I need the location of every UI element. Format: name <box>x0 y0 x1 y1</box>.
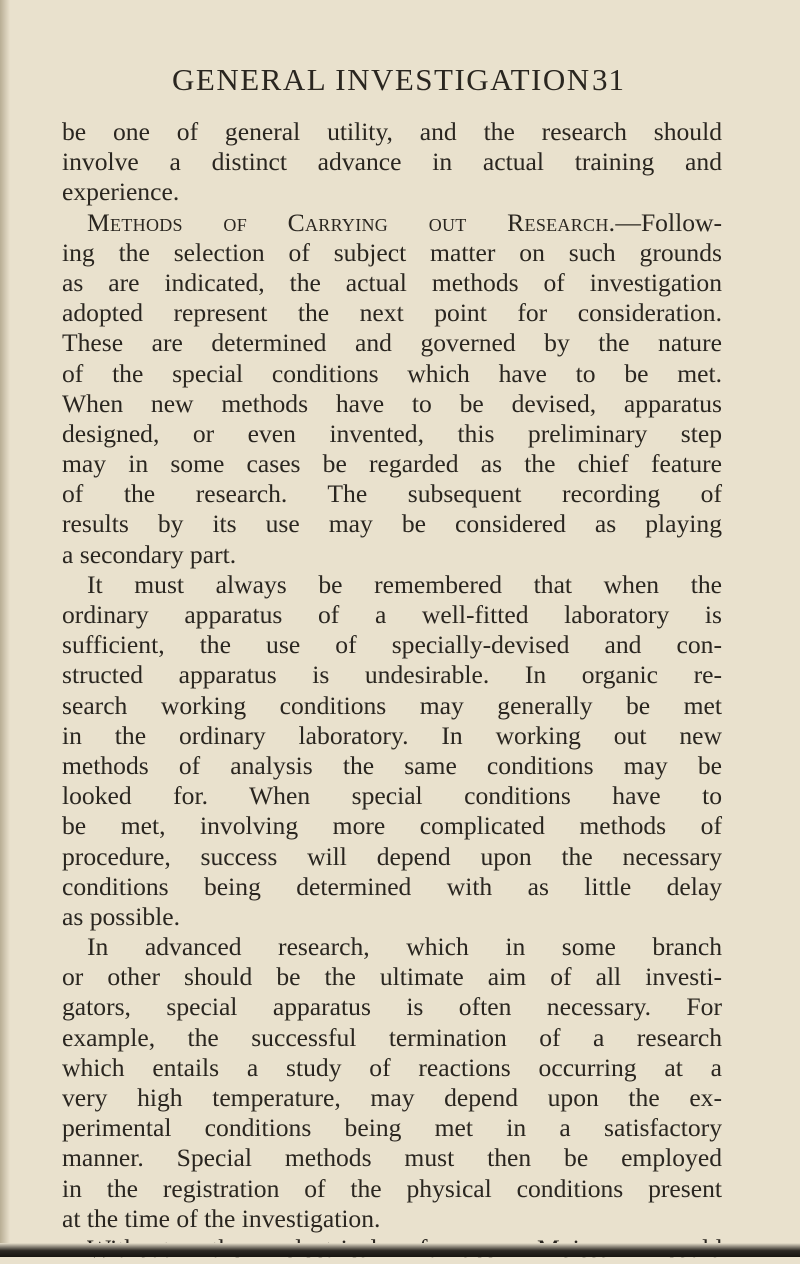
page-bottom-edge <box>0 1243 800 1257</box>
line-text: may in some cases be regarded as the chief feature <box>62 449 722 479</box>
text-line <box>62 1143 722 1173</box>
text-line <box>62 1174 722 1204</box>
line-text: as possible. <box>62 901 181 931</box>
line-text: —Follow- <box>615 207 722 237</box>
text-line <box>62 872 722 902</box>
running-title: GENERAL INVESTIGATION <box>172 62 591 97</box>
line-text: a secondary part. <box>62 539 237 569</box>
section-heading: Methods of Carrying out Research. <box>87 207 616 237</box>
text-line <box>62 208 722 238</box>
line-text: looked for. When special conditions have to <box>62 781 722 811</box>
page-number: 31 <box>592 62 625 97</box>
line-text: which entails a study of reactions occurring at a <box>62 1052 722 1082</box>
text-line <box>62 902 722 932</box>
line-text: involve a distinct advance in actual training and <box>62 147 722 177</box>
text-line <box>62 962 722 992</box>
line-text: in the registration of the physical conditions present <box>62 1173 722 1203</box>
text-line <box>62 811 722 841</box>
text-line <box>62 419 722 449</box>
text-line <box>62 751 722 781</box>
text-line <box>62 540 722 570</box>
text-line <box>62 660 722 690</box>
text-line <box>62 1053 722 1083</box>
text-line <box>62 1023 722 1053</box>
text-line <box>62 781 722 811</box>
line-text: be met, involving more complicated methods of <box>62 811 722 841</box>
text-line <box>62 238 722 268</box>
text-line <box>62 932 722 962</box>
page-left-edge-shadow <box>0 0 10 1257</box>
line-text: These are determined and governed by the nature <box>62 328 722 358</box>
text-line <box>62 479 722 509</box>
text-line <box>62 721 722 751</box>
text-line <box>62 389 722 419</box>
line-text: at the time of the investigation. <box>62 1203 381 1233</box>
text-line <box>62 1113 722 1143</box>
line-text: or other should be the ultimate aim of all investi- <box>62 962 722 992</box>
line-text: manner. Special methods must then be employed <box>62 1143 722 1173</box>
line-text: designed, or even invented, this preliminary step <box>62 418 722 448</box>
line-text: ordinary apparatus of a well-fitted laboratory is <box>62 600 722 629</box>
text-line <box>62 117 722 147</box>
line-text: search working conditions may generally be met <box>62 690 722 720</box>
text-line <box>62 449 722 479</box>
line-text: conditions being determined with as little delay <box>62 871 722 901</box>
text-line <box>62 1204 722 1234</box>
line-text: When new methods have to be devised, apparatus <box>62 388 722 418</box>
text-line <box>62 600 722 630</box>
text-line <box>62 177 722 207</box>
line-text: adopted represent the next point for consideration. <box>62 298 722 328</box>
body-text <box>62 117 722 1264</box>
line-text: experience. <box>62 177 180 207</box>
text-line <box>62 842 722 872</box>
text-line <box>62 1083 722 1113</box>
text-line <box>62 992 722 1022</box>
line-text: In advanced research, which in some branch <box>87 932 722 962</box>
text-line <box>62 509 722 539</box>
line-text: It must always be remembered that when the <box>87 569 722 599</box>
line-text: of the research. The subsequent recording of <box>62 479 722 509</box>
line-text: procedure, success will depend upon the necessary <box>62 841 722 871</box>
text-line <box>62 328 722 358</box>
line-text: in the ordinary laboratory. In working out new <box>62 720 722 750</box>
text-line <box>62 630 722 660</box>
line-text: gators, special apparatus is often necessary. For <box>62 992 722 1022</box>
line-text: structed apparatus is undesirable. In organic re- <box>62 660 722 690</box>
line-text: perimental conditions being met in a satisfactory <box>62 1113 722 1143</box>
line-text: be one of general utility, and the research should <box>62 117 722 146</box>
text-line <box>62 298 722 328</box>
running-head <box>0 62 800 102</box>
text-line <box>62 570 722 600</box>
text-line <box>62 359 722 389</box>
line-text: methods of analysis the same conditions may be <box>62 750 722 780</box>
text-line <box>62 147 722 177</box>
line-text: very high temperature, may depend upon the ex- <box>62 1083 722 1112</box>
line-text: sufficient, the use of specially-devised and con- <box>62 630 722 660</box>
text-line <box>62 268 722 298</box>
line-text: example, the successful termination of a research <box>62 1022 722 1052</box>
text-line <box>62 691 722 721</box>
line-text: as are indicated, the actual methods of investigation <box>62 267 722 297</box>
line-text: results by its use may be considered as playing <box>62 509 722 539</box>
line-text: of the special conditions which have to be met. <box>62 358 722 388</box>
line-text: ing the selection of subject matter on such grounds <box>62 237 722 267</box>
